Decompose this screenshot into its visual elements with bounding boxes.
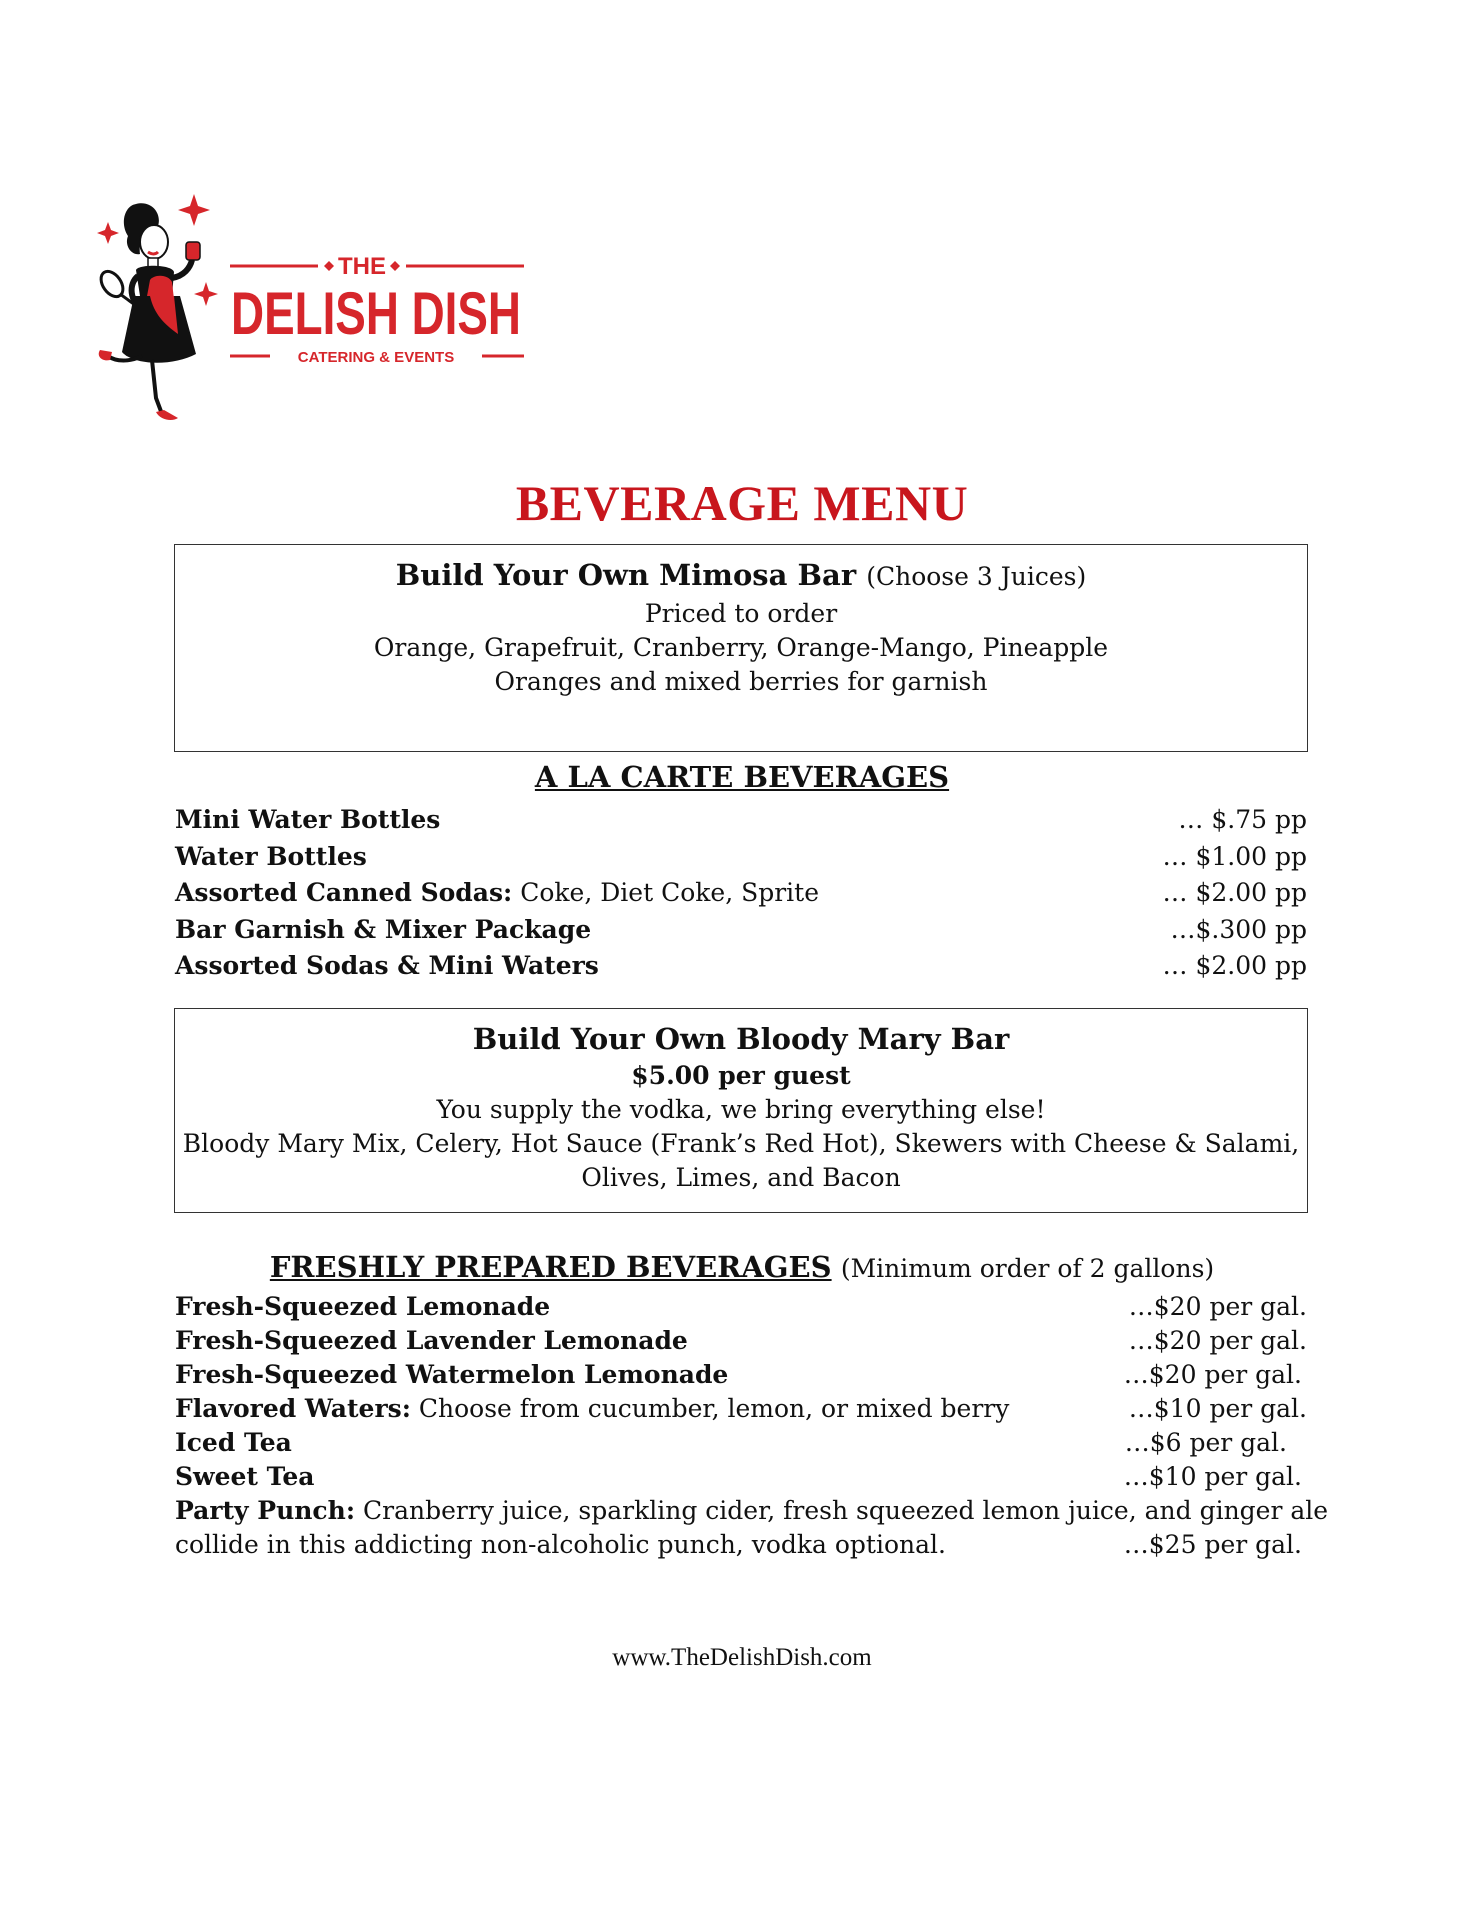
party-punch-item [175, 1494, 1329, 1562]
item-name: Flavored Waters: [175, 1394, 411, 1423]
sparkle-icon [194, 282, 218, 306]
item-name: Assorted Canned Sodas: [175, 878, 513, 907]
item-price: … $2.00 pp [1162, 878, 1307, 907]
sparkle-icon [178, 194, 210, 226]
list-item [175, 802, 1307, 839]
logo-brand-text: DELISH DISH [231, 280, 521, 347]
item-name-wrap [175, 1392, 1009, 1426]
punch-line-2: collide in this addicting non-alcoholic punch, vodka optional. [175, 1530, 946, 1559]
page-title: BEVERAGE MENU [515, 475, 969, 531]
delish-dish-logo [94, 184, 534, 434]
item-name: Fresh-Squeezed Watermelon Lemonade [175, 1360, 729, 1389]
list-item [175, 912, 1307, 949]
mimosa-line: Oranges and mixed berries for garnish [494, 667, 988, 696]
item-name: Bar Garnish & Mixer Package [175, 914, 592, 944]
list-item [175, 948, 1307, 985]
item-price: …$10 per gal. [1123, 1462, 1302, 1491]
list-item [175, 1460, 1307, 1494]
logo-tagline-text: CATERING & EVENTS [297, 349, 455, 366]
list-item [175, 1426, 1307, 1460]
alacarte-list [175, 802, 1307, 985]
item-desc: Choose from cucumber, lemon, or mixed berry [410, 1394, 1010, 1423]
item-price: … $1.00 pp [1162, 841, 1307, 871]
mimosa-sub: (Choose 3 Juices) [866, 562, 1087, 591]
mimosa-heading [175, 555, 1307, 597]
fresh-heading [0, 1250, 1484, 1284]
item-desc: Cranberry juice, sparkling cider, fresh squeezed lemon juice, and ginger ale [355, 1496, 1329, 1525]
mimosa-title: Build Your Own Mimosa Bar [395, 558, 857, 592]
fresh-list [175, 1290, 1329, 1562]
item-price: … $.75 pp [1178, 805, 1307, 834]
website-link[interactable]: www.TheDelishDish.com [612, 1644, 872, 1671]
alacarte-title: A LA CARTE BEVERAGES [534, 760, 950, 794]
item-price: … $2.00 pp [1162, 951, 1307, 980]
item-name: Water Bottles [175, 841, 367, 871]
fresh-title: FRESHLY PREPARED BEVERAGES [269, 1250, 832, 1284]
logo-the-text: THE [338, 253, 386, 280]
sparkle-icon [97, 222, 119, 244]
item-name: Sweet Tea [175, 1462, 315, 1491]
glass-icon [186, 242, 200, 260]
item-price: …$6 per gal. [1124, 1428, 1287, 1457]
mimosa-line: Orange, Grapefruit, Cranberry, Orange-Mango, Pineapple [373, 633, 1109, 662]
bloody-line: Olives, Limes, and Bacon [581, 1163, 901, 1192]
bloody-mary-box [174, 1008, 1308, 1213]
item-name: Iced Tea [175, 1428, 292, 1457]
list-item [175, 839, 1307, 876]
bloody-heading: Build Your Own Bloody Mary Bar [472, 1022, 1010, 1056]
item-price: …$.300 pp [1170, 914, 1307, 944]
list-item [175, 1290, 1307, 1324]
bloody-price: $5.00 per guest [631, 1061, 851, 1090]
item-name: Fresh-Squeezed Lavender Lemonade [175, 1326, 688, 1355]
item-name: Assorted Sodas & Mini Waters [175, 951, 599, 980]
item-price: …$20 per gal. [1128, 1326, 1307, 1355]
item-name: Party Punch: [175, 1496, 356, 1525]
bloody-line: Bloody Mary Mix, Celery, Hot Sauce (Frank’s Red Hot), Skewers with Cheese & Salami, [182, 1129, 1300, 1158]
item-price: …$10 per gal. [1128, 1394, 1307, 1423]
item-price: …$20 per gal. [1128, 1292, 1307, 1321]
item-name: Mini Water Bottles [175, 805, 441, 834]
item-name-wrap [175, 875, 819, 911]
bloody-line: You supply the vodka, we bring everything else! [436, 1095, 1046, 1124]
list-item [175, 875, 1307, 912]
list-item [175, 1392, 1307, 1426]
list-item [175, 1324, 1307, 1358]
punch-line-1 [175, 1494, 1329, 1528]
logo-graphic [94, 184, 534, 434]
list-item [175, 1358, 1307, 1392]
item-desc: Coke, Diet Coke, Sprite [512, 878, 820, 907]
mimosa-line: Priced to order [644, 599, 838, 628]
item-price: …$25 per gal. [1123, 1530, 1302, 1559]
item-name: Fresh-Squeezed Lemonade [175, 1292, 551, 1321]
mimosa-bar-box [174, 544, 1308, 752]
item-price: …$20 per gal. [1123, 1360, 1302, 1389]
fresh-note: (Minimum order of 2 gallons) [840, 1254, 1215, 1283]
